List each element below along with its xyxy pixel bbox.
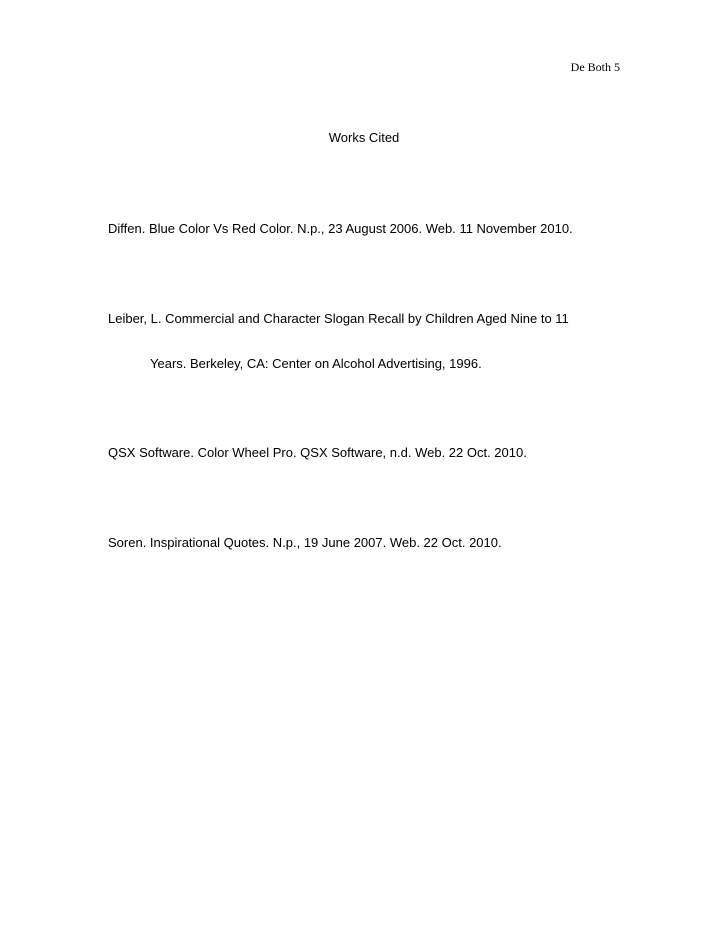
citation-entry-soren: Soren. Inspirational Quotes. N.p., 19 June 2007. Web. 22 Oct. 2010. [108,535,502,550]
citation-entry-leiber-continuation: Years. Berkeley, CA: Center on Alcohol Advertising, 1996. [150,356,482,371]
citation-entry-diffen: Diffen. Blue Color Vs Red Color. N.p., 23 August 2006. Web. 11 November 2010. [108,221,573,236]
running-head: De Both 5 [570,60,620,74]
citation-entry-leiber: Leiber, L. Commercial and Character Slogan Recall by Children Aged Nine to 11 [108,311,569,326]
citation-entry-qsx: QSX Software. Color Wheel Pro. QSX Software, n.d. Web. 22 Oct. 2010. [108,445,527,460]
page-title: Works Cited [328,130,400,145]
